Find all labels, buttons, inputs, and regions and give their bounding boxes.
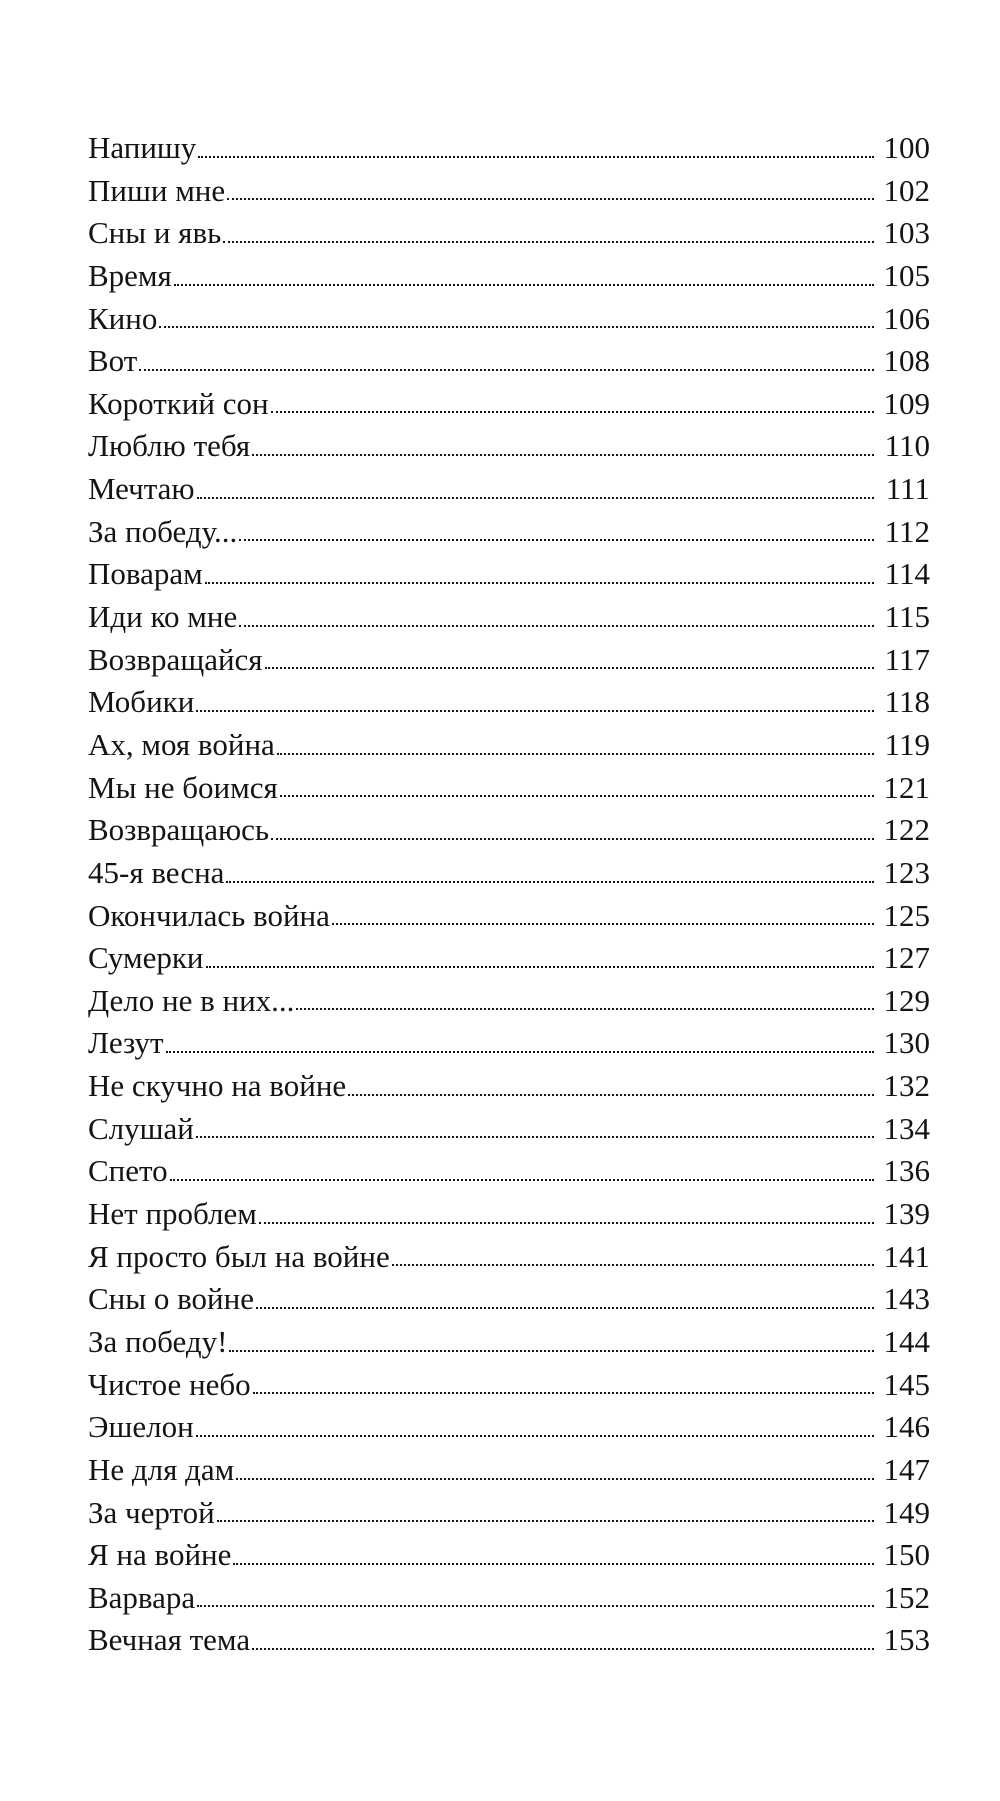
toc-entry-title: Напишу: [88, 130, 197, 165]
toc-entry: [88, 1150, 930, 1193]
toc-entry: [88, 1449, 930, 1492]
toc-dot-leader: [348, 1065, 874, 1108]
toc-entry-page: 152: [883, 1579, 930, 1615]
toc-entry-page: 100: [883, 130, 930, 165]
toc-entry: [88, 1193, 930, 1236]
toc-entry-page: 132: [883, 1068, 930, 1104]
toc-entry: [88, 255, 930, 298]
toc-entry-title: Спето: [88, 1153, 168, 1189]
toc-entry: [88, 1108, 930, 1151]
toc-entry-title: Мобики: [88, 684, 195, 720]
toc-entry-page: 108: [883, 343, 930, 379]
toc-entry-page: 147: [883, 1451, 930, 1487]
toc-dot-leader: [197, 1577, 874, 1620]
toc-entry-page: 114: [884, 556, 930, 592]
toc-entry: [88, 596, 930, 639]
toc-entry-title: Не скучно на войне: [88, 1068, 347, 1104]
toc-entry: [88, 1278, 930, 1321]
toc-entry-page: 130: [883, 1025, 930, 1061]
toc-dot-leader: [252, 1619, 874, 1662]
toc-entry-title: За чертой: [88, 1494, 215, 1530]
toc-entry-page: 103: [883, 215, 930, 251]
toc-dot-leader: [196, 1108, 874, 1151]
toc-dot-leader: [296, 980, 874, 1023]
toc-entry-title: Я на войне: [88, 1537, 232, 1573]
toc-dot-leader: [253, 1364, 874, 1407]
toc-dot-leader: [277, 724, 874, 767]
toc-entry-page: 102: [883, 172, 930, 208]
toc-entry: [88, 1022, 930, 1065]
toc-dot-leader: [196, 681, 874, 724]
toc-dot-leader: [217, 1492, 874, 1535]
toc-entry: [88, 724, 930, 767]
toc-dot-leader: [227, 170, 874, 213]
toc-dot-leader: [271, 383, 874, 426]
toc-dot-leader: [259, 1193, 874, 1236]
toc-entry: [88, 1406, 930, 1449]
toc-entry: [88, 937, 930, 980]
toc-entry-page: 119: [884, 726, 930, 762]
toc-entry-title: Не для дам: [88, 1451, 235, 1487]
toc-entry-title: Слушай: [88, 1110, 194, 1146]
toc-entry: [88, 298, 930, 341]
toc-entry-title: Сумерки: [88, 940, 204, 976]
toc-entry-title: Эшелон: [88, 1409, 194, 1445]
toc-entry: [88, 809, 930, 852]
toc-entry-page: 109: [883, 385, 930, 421]
toc-entry: [88, 425, 930, 468]
toc-entry: [88, 1236, 930, 1279]
toc-entry-page: 123: [883, 854, 930, 890]
toc-entry-title: Чистое небо: [88, 1366, 251, 1402]
toc-entry-page: 136: [883, 1153, 930, 1189]
toc-entry-page: 115: [884, 599, 930, 635]
toc-entry-title: Возвращаюсь: [88, 812, 270, 848]
toc-entry-title: Короткий сон: [88, 385, 269, 421]
toc-dot-leader: [271, 809, 874, 852]
toc-dot-leader: [139, 340, 874, 383]
toc-entry-title: Сны о войне: [88, 1281, 254, 1317]
toc-entry-page: 146: [883, 1409, 930, 1445]
toc-entry: [88, 1321, 930, 1364]
toc-entry: [88, 767, 930, 810]
toc-entry-title: 45-я весна: [88, 854, 225, 890]
toc-entry-page: 106: [883, 300, 930, 336]
toc-dot-leader: [198, 127, 874, 170]
toc-entry-title: Люблю тебя: [88, 428, 251, 464]
toc-entry: [88, 1065, 930, 1108]
toc-entry: [88, 1577, 930, 1620]
toc-entry-page: 134: [883, 1110, 930, 1146]
toc-entry: [88, 681, 930, 724]
toc-entry-title: Возвращайся: [88, 641, 263, 677]
toc-dot-leader: [332, 895, 874, 938]
toc-entry-page: 141: [883, 1238, 930, 1274]
table-of-contents: [88, 127, 930, 1662]
toc-entry: [88, 852, 930, 895]
toc-entry-page: 150: [883, 1537, 930, 1573]
toc-entry: [88, 340, 930, 383]
toc-entry-page: 112: [884, 513, 930, 549]
toc-entry: [88, 383, 930, 426]
toc-entry-title: Я просто был на войне: [88, 1238, 390, 1274]
toc-entry-page: 117: [884, 641, 930, 677]
toc-entry-page: 127: [883, 940, 930, 976]
toc-dot-leader: [256, 1278, 874, 1321]
toc-entry-page: 139: [883, 1196, 930, 1232]
toc-dot-leader: [226, 852, 874, 895]
toc-entry: [88, 212, 930, 255]
toc-entry-page: 129: [883, 982, 930, 1018]
toc-entry: [88, 511, 930, 554]
toc-entry-page: 144: [883, 1323, 930, 1359]
toc-entry: [88, 170, 930, 213]
toc-dot-leader: [252, 425, 874, 468]
toc-entry-title: Вечная тема: [88, 1622, 251, 1658]
toc-entry: [88, 553, 930, 596]
toc-dot-leader: [166, 1022, 874, 1065]
toc-entry-title: Лезут: [88, 1025, 164, 1061]
toc-entry-title: Пиши мне: [88, 172, 226, 208]
toc-entry-title: Дело не в них...: [88, 982, 295, 1018]
toc-entry-title: Сны и явь: [88, 215, 222, 251]
toc-entry-title: Окончилась война: [88, 897, 330, 933]
toc-entry-title: За победу!: [88, 1323, 228, 1359]
toc-entry: [88, 895, 930, 938]
toc-entry: [88, 1619, 930, 1662]
toc-entry-title: За победу...: [88, 513, 238, 549]
toc-entry-page: 125: [883, 897, 930, 933]
toc-entry-title: Время: [88, 257, 172, 293]
toc-entry-title: Поварам: [88, 556, 203, 592]
toc-entry: [88, 1364, 930, 1407]
toc-dot-leader: [205, 553, 874, 596]
toc-dot-leader: [196, 1406, 874, 1449]
toc-dot-leader: [233, 1534, 874, 1577]
toc-entry: [88, 468, 930, 511]
toc-entry-page: 122: [883, 812, 930, 848]
toc-entry-page: 153: [883, 1622, 930, 1658]
toc-entry: [88, 639, 930, 682]
toc-entry: [88, 1492, 930, 1535]
toc-dot-leader: [223, 212, 874, 255]
toc-entry-page: 111: [885, 471, 930, 507]
toc-entry-title: Нет проблем: [88, 1196, 257, 1232]
toc-entry-page: 149: [883, 1494, 930, 1530]
toc-entry-title: Иди ко мне: [88, 599, 238, 635]
toc-dot-leader: [239, 596, 874, 639]
toc-dot-leader: [392, 1236, 874, 1279]
toc-entry: [88, 127, 930, 170]
toc-dot-leader: [265, 639, 874, 682]
toc-dot-leader: [159, 298, 874, 341]
toc-dot-leader: [197, 468, 874, 511]
toc-entry-title: Ах, моя война: [88, 726, 275, 762]
toc-entry-title: Мы не боимся: [88, 769, 278, 805]
toc-entry-title: Кино: [88, 300, 158, 336]
toc-dot-leader: [239, 511, 874, 554]
toc-dot-leader: [174, 255, 874, 298]
toc-entry: [88, 1534, 930, 1577]
toc-entry-page: 145: [883, 1366, 930, 1402]
toc-dot-leader: [229, 1321, 874, 1364]
toc-entry-title: Мечтаю: [88, 471, 195, 507]
toc-entry-title: Варвара: [88, 1579, 196, 1615]
toc-dot-leader: [280, 767, 874, 810]
toc-entry: [88, 980, 930, 1023]
toc-entry-page: 121: [883, 769, 930, 805]
toc-entry-page: 118: [884, 684, 930, 720]
toc-dot-leader: [206, 937, 874, 980]
toc-entry-title: Вот: [88, 343, 138, 379]
toc-entry-page: 143: [883, 1281, 930, 1317]
toc-entry-page: 110: [884, 428, 930, 464]
toc-dot-leader: [236, 1449, 874, 1492]
toc-entry-page: 105: [883, 257, 930, 293]
toc-dot-leader: [170, 1150, 874, 1193]
